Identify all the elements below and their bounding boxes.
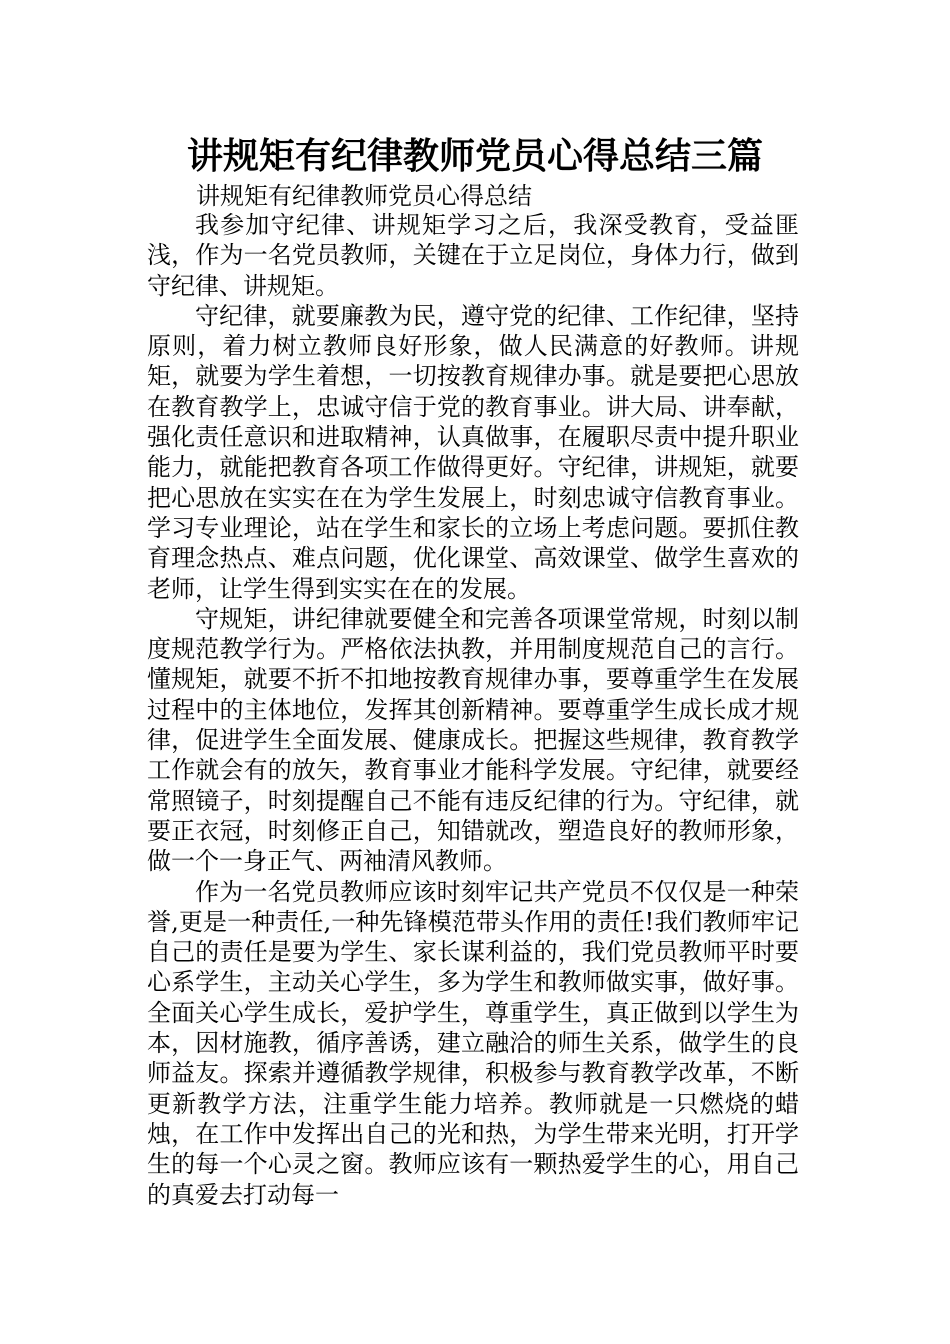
- document-title: 讲规矩有纪律教师党员心得总结三篇: [186, 135, 763, 177]
- paragraph: 守规矩，讲纪律就要健全和完善各项课堂常规，时刻以制度规范教学行为。严格依法执教，并用制度规范自己的言行。懂规矩，就要不折不扣地按教育规律办事，要尊重学生在发展过程中的主体地位，发挥其创新精神。要尊重学生成长成才规律，促进学生全面发展、健康成长。把握这些规律，教育教学工作就会有的放矢，教育事业才能科学发展。守纪律，就要经常照镜子，时刻提醒自己不能有违反纪律的行为。守纪律，就要正衣冠，时刻修正自己，知错就改，塑造良好的教师形象，做一个一身正气、两袖清风教师。: [147, 604, 799, 876]
- paragraph: 作为一名党员教师应该时刻牢记共产党员不仅仅是一种荣誉,更是一种责任,一种先锋模范带头作用的责任!我们教师牢记自己的责任是要为学生、家长谋利益的，我们党员教师平时要心系学生，主动关心学生，多为学生和教师做实事，做好事。全面关心学生成长，爱护学生，尊重学生，真正做到以学生为本，因材施教，循序善诱，建立融洽的师生关系，做学生的良师益友。探索并遵循教学规律，积极参与教育教学改革，不断更新教学方法，注重学生能力培养。教师就是一只燃烧的蜡烛，在工作中发挥出自己的光和热，为学生带来光明，打开学生的每一个心灵之窗。教师应该有一颗热爱学生的心，用自己的真爱去打动每一: [147, 877, 799, 1209]
- paragraph: 守纪律，就要廉教为民，遵守党的纪律、工作纪律，坚持原则，着力树立教师良好形象，做人民满意的好教师。讲规矩，就要为学生着想，一切按教育规律办事。就是要把心思放在教育教学上，忠诚守信于党的教育事业。讲大局、讲奉献，强化责任意识和进取精神，认真做事，在履职尽责中提升职业能力，就能把教育各项工作做得更好。守纪律，讲规矩，就要把心思放在实实在在为学生发展上，时刻忠诚守信教育事业。学习专业理论，站在学生和家长的立场上考虑问题。要抓住教育理念热点、难点问题，优化课堂、高效课堂、做学生喜欢的老师，让学生得到实实在在的发展。: [147, 301, 799, 603]
- document-subtitle: 讲规矩有纪律教师党员心得总结: [196, 182, 532, 210]
- document-body: [147, 210, 799, 1210]
- paragraph: 我参加守纪律、讲规矩学习之后，我深受教育，受益匪浅，作为一名党员教师，关键在于立足岗位，身体力行，做到守纪律、讲规矩。: [147, 211, 799, 300]
